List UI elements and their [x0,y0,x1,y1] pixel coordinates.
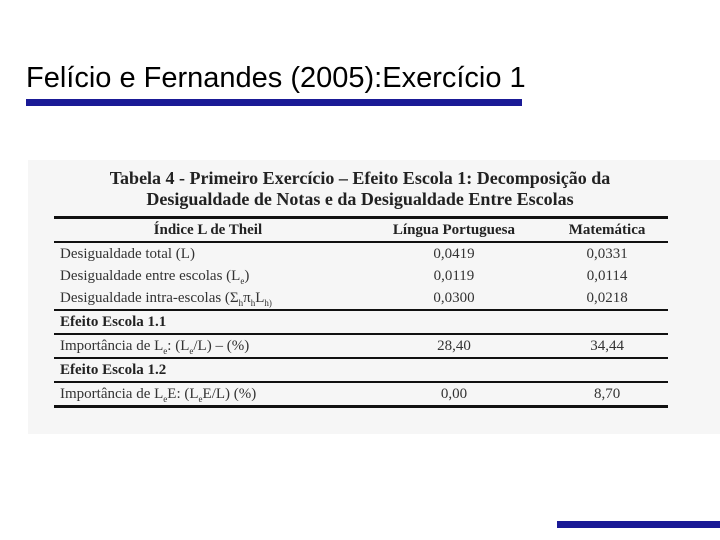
row-value-math: 0,0331 [586,246,628,262]
table-caption-line-1: Tabela 4 - Primeiro Exercício – Efeito Escola 1: Decomposição da [109,168,611,188]
header-index: Índice L de Theil [153,222,263,238]
slide-title: Felício e Fernandes (2005):Exercício 1 [26,62,526,94]
row-label: Desigualdade intra-escolas ($\Sigma_h\pi_hL_{h)}$ [60,290,272,308]
row-value-portuguese: 0,0419 [433,246,475,262]
section-header-row [54,310,668,334]
table-caption [28,168,692,210]
section-label: Efeito Escola 1.1 [54,310,362,334]
footer-accent-bar [557,521,720,528]
row-value-portuguese: 0,0300 [433,290,475,306]
row-value-portuguese: 0,00 [362,382,546,407]
table-row [54,382,668,407]
row-label: Desigualdade total (L) [60,246,195,262]
row-value-math: 0,0218 [586,290,628,306]
table-row [54,334,668,358]
row-label: Desigualdade entre escolas $(L_e)$ [60,268,250,286]
table-row [54,242,668,265]
table-row [54,287,668,310]
section-label: Efeito Escola 1.2 [54,358,362,382]
row-value-math: 34,44 [590,338,624,354]
title-underline [26,99,522,106]
row-value-portuguese: 0,0119 [433,268,475,284]
row-value-portuguese: 28,40 [437,338,471,354]
row-value-math: 0,0114 [586,268,628,284]
header-math: Matemática [568,222,646,238]
table-caption-line-2: Desigualdade de Notas e da Desigualdade Entre Escolas [146,189,574,209]
section-header-row [54,358,668,382]
row-label: Importância de $L_e$: $(L_e/L)$ – (%) [60,338,250,356]
table-row [54,265,668,287]
row-label: Importância de $L_eE$: $(L_eE/L)$ (%) [54,382,362,407]
theil-decomposition-table [54,216,668,408]
row-value-math: 8,70 [546,382,668,407]
table-header-row [54,218,668,243]
header-portuguese: Língua Portuguesa [392,222,516,238]
